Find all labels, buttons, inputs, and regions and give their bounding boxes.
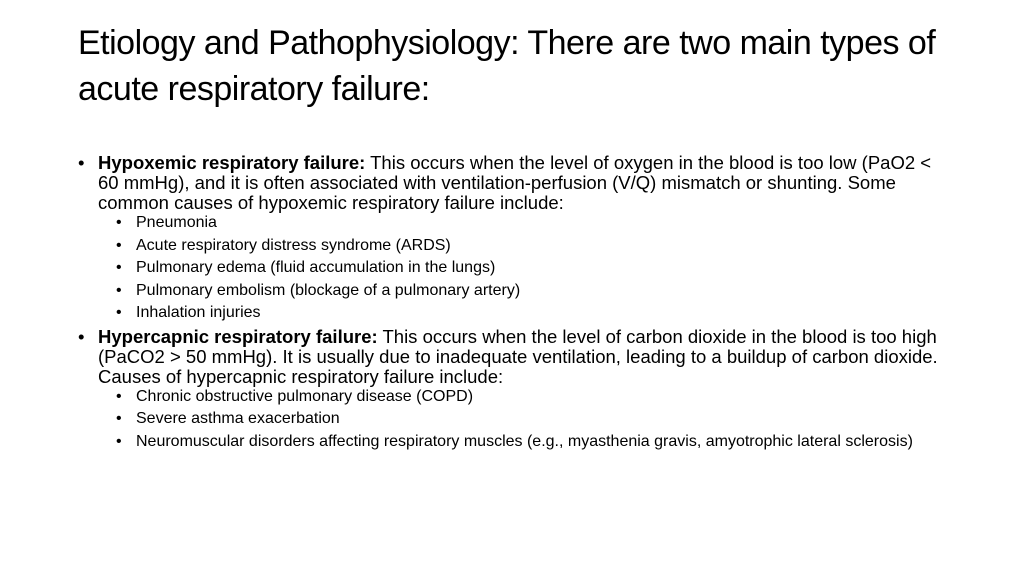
bullet-marker: • bbox=[116, 214, 122, 231]
list-item-text: Severe asthma exacerbation bbox=[136, 410, 340, 427]
bullet-marker: • bbox=[116, 236, 122, 254]
slide-title-rest: There are two main types of acute respiratory failure: bbox=[78, 24, 936, 108]
bullet-marker: • bbox=[116, 410, 122, 427]
cause-list bbox=[98, 214, 956, 322]
section-heading: Hypoxemic respiratory failure: bbox=[98, 152, 366, 173]
bullet-marker: • bbox=[78, 325, 85, 347]
section-hypoxemic bbox=[76, 153, 956, 322]
bullet-marker: • bbox=[116, 387, 122, 405]
slide-title bbox=[78, 20, 978, 112]
list-item-text: Pulmonary edema (fluid accumulation in the lungs) bbox=[136, 259, 496, 276]
slide-title-bold: Etiology and Pathophysiology: bbox=[78, 24, 520, 62]
list-item bbox=[98, 388, 956, 406]
section-text: This occurs when the level of carbon dioxide in the blood is too high (PaCO2 > 50 mmHg). It is usually due to inadequate ventilation, leading to a buildup of carbon dioxide. Causes of hypercapnic respiratory failure include: bbox=[98, 325, 938, 387]
list-item bbox=[98, 433, 956, 451]
main-bullet-list bbox=[76, 153, 956, 450]
slide-content bbox=[76, 153, 956, 455]
bullet-marker: • bbox=[116, 281, 122, 299]
bullet-marker: • bbox=[116, 432, 122, 450]
list-item-text: Chronic obstructive pulmonary disease (COPD) bbox=[136, 387, 474, 405]
list-item bbox=[98, 410, 956, 428]
list-item bbox=[98, 214, 956, 232]
list-item-text: Acute respiratory distress syndrome (ARDS) bbox=[136, 236, 451, 254]
list-item bbox=[98, 282, 956, 300]
list-item bbox=[98, 259, 956, 277]
list-item-text: Inhalation injuries bbox=[136, 304, 261, 321]
section-paragraph bbox=[98, 327, 956, 387]
bullet-marker: • bbox=[116, 259, 122, 276]
list-item-text: Pneumonia bbox=[136, 214, 217, 231]
cause-list bbox=[98, 388, 956, 451]
section-paragraph bbox=[98, 153, 956, 213]
list-item bbox=[98, 304, 956, 322]
section-text: This occurs when the level of oxygen in the blood is too low (PaO2 < 60 mmHg), and it is often associated with ventilation-perfusion (V/Q) mismatch or shunting. Some common causes of hypoxemic respiratory failure include: bbox=[98, 152, 932, 213]
bullet-marker: • bbox=[78, 152, 85, 173]
section-hypercapnic bbox=[76, 327, 956, 451]
list-item-text: Pulmonary embolism (blockage of a pulmonary artery) bbox=[136, 281, 521, 299]
bullet-marker: • bbox=[116, 304, 122, 321]
list-item-text: Neuromuscular disorders affecting respiratory muscles (e.g., myasthenia gravis, amyotrophic lateral sclerosis) bbox=[136, 432, 913, 450]
section-heading: Hypercapnic respiratory failure: bbox=[98, 325, 378, 347]
list-item bbox=[98, 237, 956, 255]
